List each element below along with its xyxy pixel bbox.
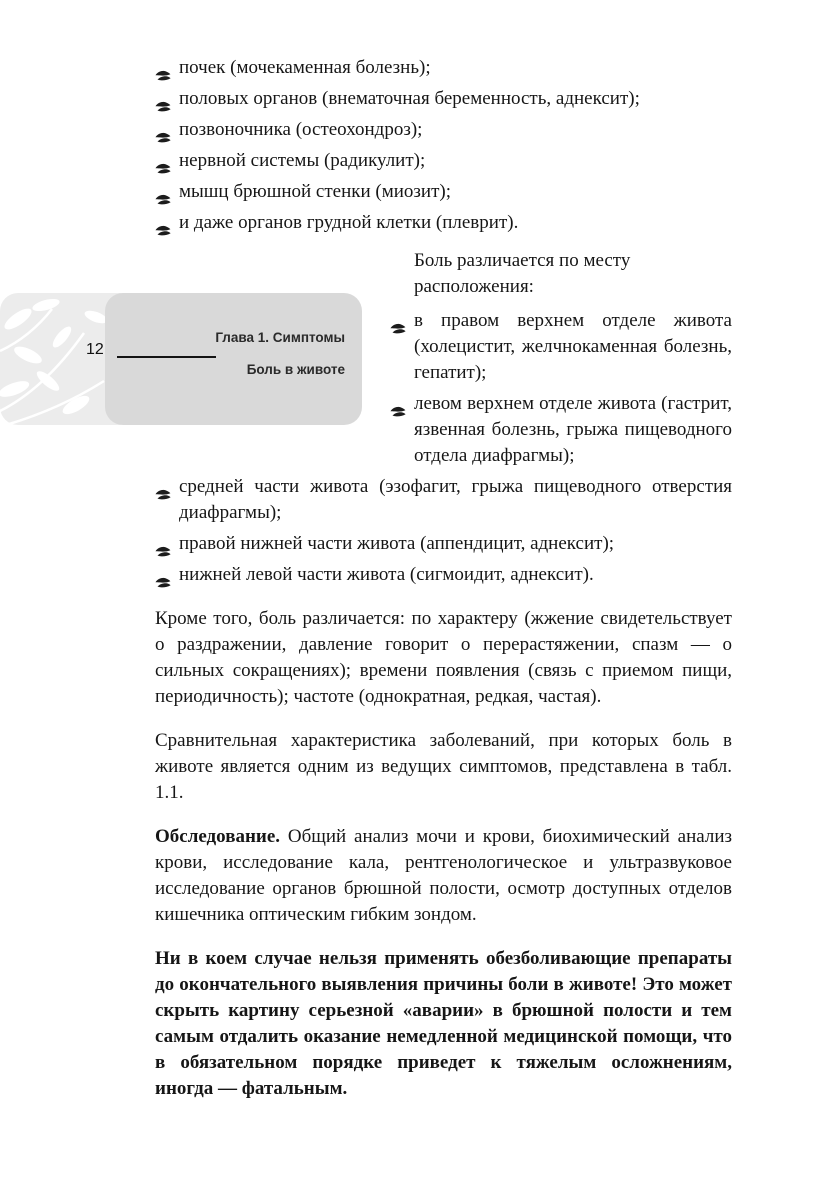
list-item-text: и даже органов грудной клетки (плеврит). <box>179 212 519 233</box>
list-item-text: половых органов (внематочная беременность, аднексит); <box>179 88 640 109</box>
list-item <box>155 210 732 236</box>
leaf-bullet-icon <box>155 482 171 493</box>
leaf-bullet-icon <box>155 125 171 136</box>
list-item <box>390 308 732 386</box>
list-item-text: позвоночника (остеохондроз); <box>179 119 423 140</box>
list-item <box>155 531 732 557</box>
leaf-bullet-icon <box>390 399 406 410</box>
leaf-bullet-icon <box>155 94 171 105</box>
leaf-bullet-icon <box>155 570 171 581</box>
leaf-bullet-icon <box>155 187 171 198</box>
list-item <box>155 117 732 143</box>
intro-paragraph: Боль различается по месту расположения: <box>414 250 631 297</box>
list-item-text: правой нижней части живота (аппендицит, аднексит); <box>179 533 615 554</box>
bullet-list-locations-right <box>390 308 732 469</box>
list-item <box>155 474 732 526</box>
leaf-bullet-icon <box>155 539 171 550</box>
paragraph-table-reference: Сравнительная характеристика заболеваний, при которых боль в животе является одним из ведущих симптомов, представлена в табл. 1.1. <box>155 730 732 803</box>
list-item <box>390 391 732 469</box>
list-item <box>155 562 732 588</box>
leaf-bullet-icon <box>155 218 171 229</box>
list-item-text: нижней левой части живота (сигмоидит, аднексит). <box>179 564 594 585</box>
list-item-text: в правом верхнем отделе живота (холецистит, желчнокаменная болезнь, гепатит); <box>414 310 732 383</box>
page-number: 12 <box>86 341 104 358</box>
paragraph-pain-character: Кроме того, боль различается: по характеру (жжение свидетельствует о раздражении, давление говорит о перерастяжении, спазм — о сильных сокращениях); времени появления (связь с приемом пищи, периодичность); частоте (однократная, редкая, частая). <box>155 608 732 707</box>
examination-text: Общий анализ мочи и крови, биохимический анализ крови, исследование кала, рентгенологическое и ультразвуковое исследование органов брюшной полости, осмотр доступных отделов кишечника оптическим гибким зондом. <box>155 826 732 925</box>
list-item-text: мышц брюшной стенки (миозит); <box>179 181 452 202</box>
list-item-text: средней части живота (эзофагит, грыжа пищеводного отверстия диафрагмы); <box>179 476 732 523</box>
list-item <box>155 86 732 112</box>
bullet-list-organs <box>155 55 732 236</box>
list-item <box>155 179 732 205</box>
list-item-text: нервной системы (радикулит); <box>179 150 426 171</box>
page-content <box>155 55 732 1102</box>
leaf-bullet-icon <box>155 63 171 74</box>
paragraph-examination <box>155 824 732 928</box>
list-item <box>155 148 732 174</box>
list-item-text: почек (мочекаменная болезнь); <box>179 57 431 78</box>
chapter-title-label: Глава 1. Симптомы <box>215 330 345 345</box>
list-item-text: левом верхнем отделе живота (гастрит, язвенная болезнь, грыжа пищеводного отдела диафрагмы); <box>414 393 732 466</box>
right-column <box>390 248 732 469</box>
section-title-label: Боль в животе <box>246 362 345 377</box>
list-item <box>155 55 732 81</box>
leaf-bullet-icon <box>155 156 171 167</box>
bullet-list-locations-full <box>155 474 732 588</box>
leaf-bullet-icon <box>390 316 406 327</box>
examination-lead: Обследование. <box>155 826 281 847</box>
warning-paragraph: Ни в коем случае нельзя применять обезболивающие препараты до окончательного выявления причины боли в животе! Это может скрыть картину серьезной «аварии» в брюшной полости и тем самым отдалить оказание немедленной медицинской помощи, что в обязательном порядке приведет к тяжелым осложнениям, иногда — фатальным. <box>155 948 732 1099</box>
